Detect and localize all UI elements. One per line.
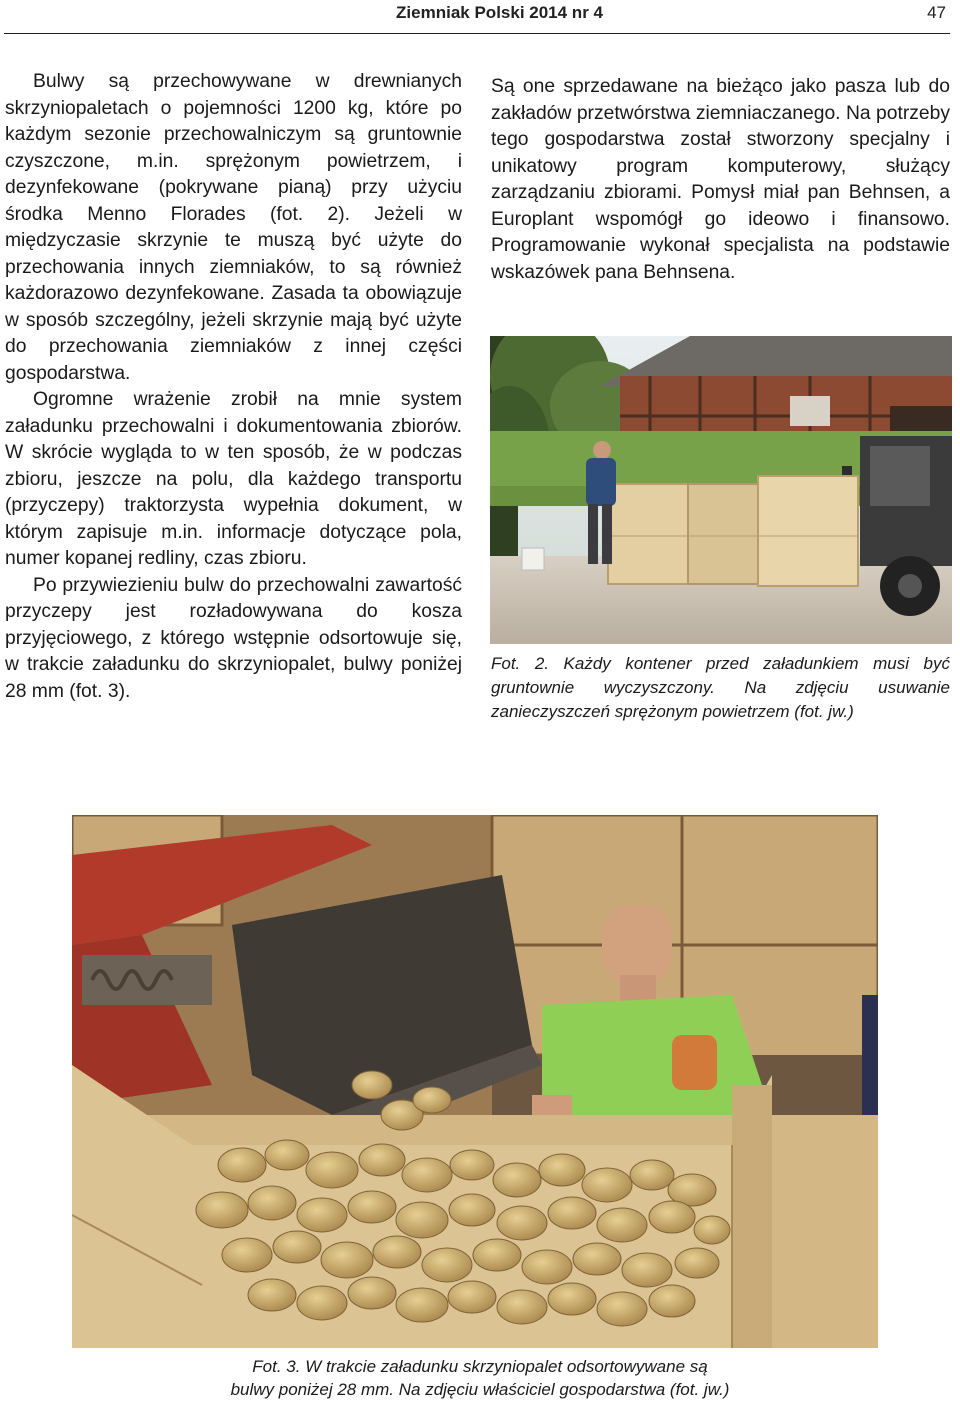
figure-caption-fot3 xyxy=(150,1355,810,1401)
caption-line: bulwy poniżej 28 mm. Na zdjęciu właściciel gospodarstwa (fot. jw.) xyxy=(230,1380,730,1399)
photo-container-cleaning xyxy=(490,336,952,644)
header-rule xyxy=(4,33,950,34)
right-text-column xyxy=(491,74,950,286)
paragraph: Po przywiezieniu bulw do przechowalni zawartość przyczepy jest rozładowywana do kosza przyjęciowego, z którego wstępnie odsortowuje się, w trakcie załadunku do skrzyniopalet, bulwy poniżej 28 mm (fot. 3). xyxy=(5,574,462,702)
photo-potato-loading-image xyxy=(72,815,878,1348)
paragraph: Bulwy są przechowywane w drewnianych skrzyniopaletach o pojemności 1200 kg, które po każdym sezonie przechowalniczym są gruntownie czyszczone, m.in. sprężonym powietrzem, i dezynfekowane (pokrywane pianą) przy użyciu środka Menno Florades (fot. 2). Jeżeli w międzyczasie skrzynie te muszą być użyte do przechowania innych ziemniaków, to są również każdorazowo dezynfekowane. Zasada ta obowiązuje w sposób szczególny, jeżeli skrzynie mają być użyte do przechowania ziemniaków z innej części gospodarstwa. xyxy=(5,71,462,384)
photo-potato-loading xyxy=(72,815,878,1348)
left-text-column xyxy=(5,69,462,705)
figure-caption-fot2: Fot. 2. Każdy kontener przed załadunkiem musi być gruntownie wyczyszczony. Na zdjęciu usuwanie zanieczyszczeń sprężonym powietrzem (fot. jw.) xyxy=(491,654,950,721)
page-header xyxy=(0,0,960,34)
journal-title: Ziemniak Polski 2014 nr 4 xyxy=(396,3,603,22)
caption-line: Fot. 3. W trakcie załadunku skrzyniopalet odsortowywane są xyxy=(252,1357,708,1376)
photo-container-cleaning-image xyxy=(490,336,952,644)
page-number: 47 xyxy=(927,3,946,22)
paragraph: Są one sprzedawane na bieżąco jako pasza lub do zakładów przetwórstwa ziemniaczanego. Na potrzeby tego gospodarstwa został stworzony specjalny i unikatowy program komputerowy, służący zarządzaniu zbiorami. Pomysł miał pan Behnsen, a Europlant wspomógł go ideowo i finansowo. Programowanie wykonał specjalista na podstawie wskazówek pana Behnsena. xyxy=(491,76,950,283)
paragraph: Ogromne wrażenie zrobił na mnie system załadunku przechowalni i dokumentowania zbiorów. W skrócie wygląda to w ten sposób, że w podczas zbioru, jeszcze na polu, dla każdego transportu (przyczepy) traktorzysta wypełnia dokument, w którym zapisuje m.in. informacje dotyczące pola, numer kopanej redliny, czas zbioru. xyxy=(5,389,462,569)
